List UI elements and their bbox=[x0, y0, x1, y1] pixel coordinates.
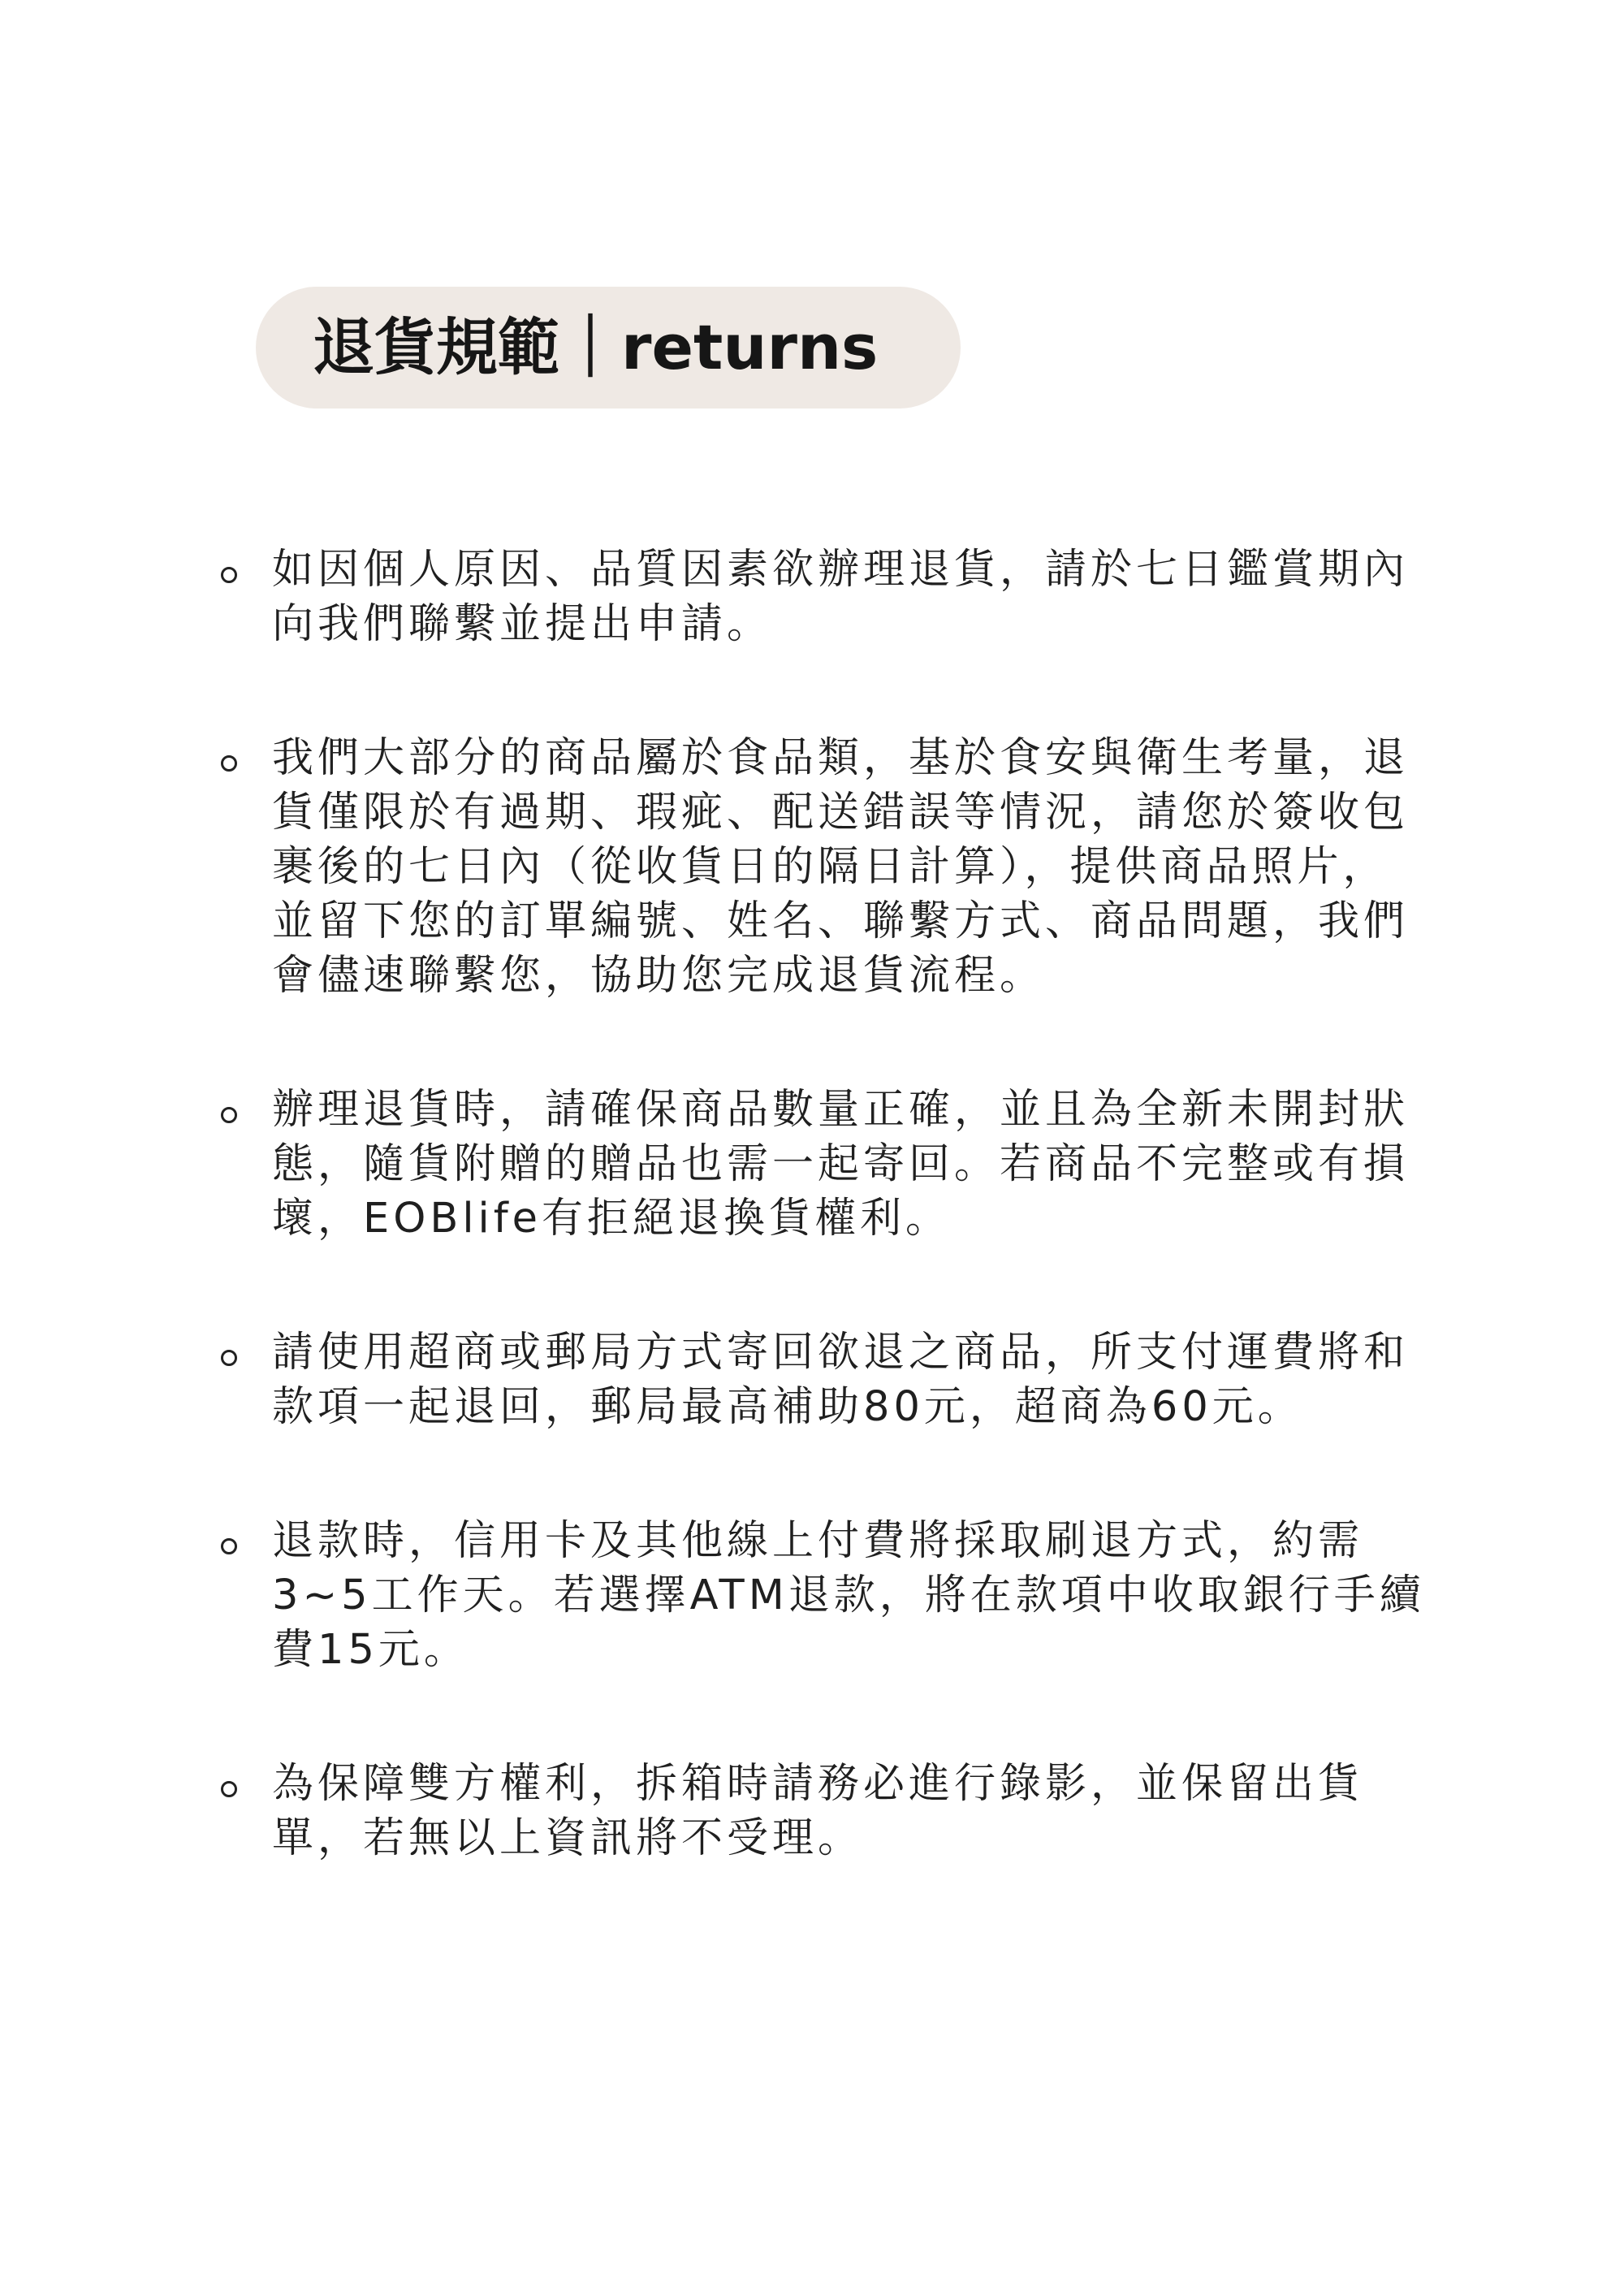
rule-text bbox=[272, 731, 1413, 1003]
circle-bullet-icon bbox=[221, 1781, 237, 1797]
rule-item bbox=[211, 731, 1413, 1003]
rule-line: 單，若無以上資訊將不受理。 bbox=[272, 1814, 864, 1862]
rule-line: 款項一起退回，郵局最高補助80元，超商為60元。 bbox=[272, 1383, 1303, 1431]
rule-line: 如因個人原因、品質因素欲辦理退貨，請於七日鑑賞期內 bbox=[272, 546, 1410, 594]
rule-line: 費15元。 bbox=[272, 1626, 469, 1674]
rule-line: 向我們聯繫並提出申請。 bbox=[272, 600, 773, 648]
rule-line: 3~5工作天。若選擇ATM退款，將在款項中收取銀行手續 bbox=[272, 1571, 1425, 1619]
rule-line: 並留下您的訂單編號、姓名、聯繫方式、商品問題，我們 bbox=[272, 897, 1410, 945]
rule-item bbox=[211, 543, 1413, 651]
rule-line: 壞，EOBlife有拒絕退換貨權利。 bbox=[272, 1195, 952, 1243]
rule-item bbox=[211, 1757, 1413, 1865]
rule-line: 退款時，信用卡及其他線上付費將採取刷退方式，約需 bbox=[272, 1517, 1364, 1565]
title-pill bbox=[256, 287, 961, 409]
rule-line: 貨僅限於有過期、瑕疵、配送錯誤等情況，請您於簽收包 bbox=[272, 789, 1410, 837]
rule-line: 會儘速聯繫您，協助您完成退貨流程。 bbox=[272, 952, 1046, 1000]
rule-text bbox=[272, 1514, 1425, 1677]
rule-line: 裹後的七日內（從收貨日的隔日計算），提供商品照片， bbox=[272, 843, 1389, 891]
rule-line: 請使用超商或郵局方式寄回欲退之商品，所支付運費將和 bbox=[272, 1329, 1410, 1377]
rule-text bbox=[272, 1083, 1413, 1246]
circle-bullet-icon bbox=[221, 1350, 237, 1366]
rule-text bbox=[272, 1325, 1413, 1434]
circle-bullet-icon bbox=[221, 567, 237, 583]
rule-item bbox=[211, 1514, 1425, 1677]
rule-text bbox=[272, 543, 1413, 651]
rule-item bbox=[211, 1325, 1413, 1434]
rule-item bbox=[211, 1083, 1413, 1246]
rule-line: 態，隨貨附贈的贈品也需一起寄回。若商品不完整或有損 bbox=[272, 1140, 1410, 1188]
rule-line: 我們大部分的商品屬於食品類，基於食安與衛生考量，退 bbox=[272, 734, 1410, 782]
rule-line: 為保障雙方權利，拆箱時請務必進行錄影，並保留出貨 bbox=[272, 1760, 1364, 1808]
returns-rules-list bbox=[211, 543, 1425, 1945]
circle-bullet-icon bbox=[221, 1107, 237, 1123]
circle-bullet-icon bbox=[221, 1538, 237, 1554]
rule-text bbox=[272, 1757, 1413, 1865]
page-title: 退貨規範｜returns bbox=[313, 311, 879, 383]
circle-bullet-icon bbox=[221, 755, 237, 772]
rule-line: 辦理退貨時，請確保商品數量正確，並且為全新未開封狀 bbox=[272, 1086, 1410, 1134]
